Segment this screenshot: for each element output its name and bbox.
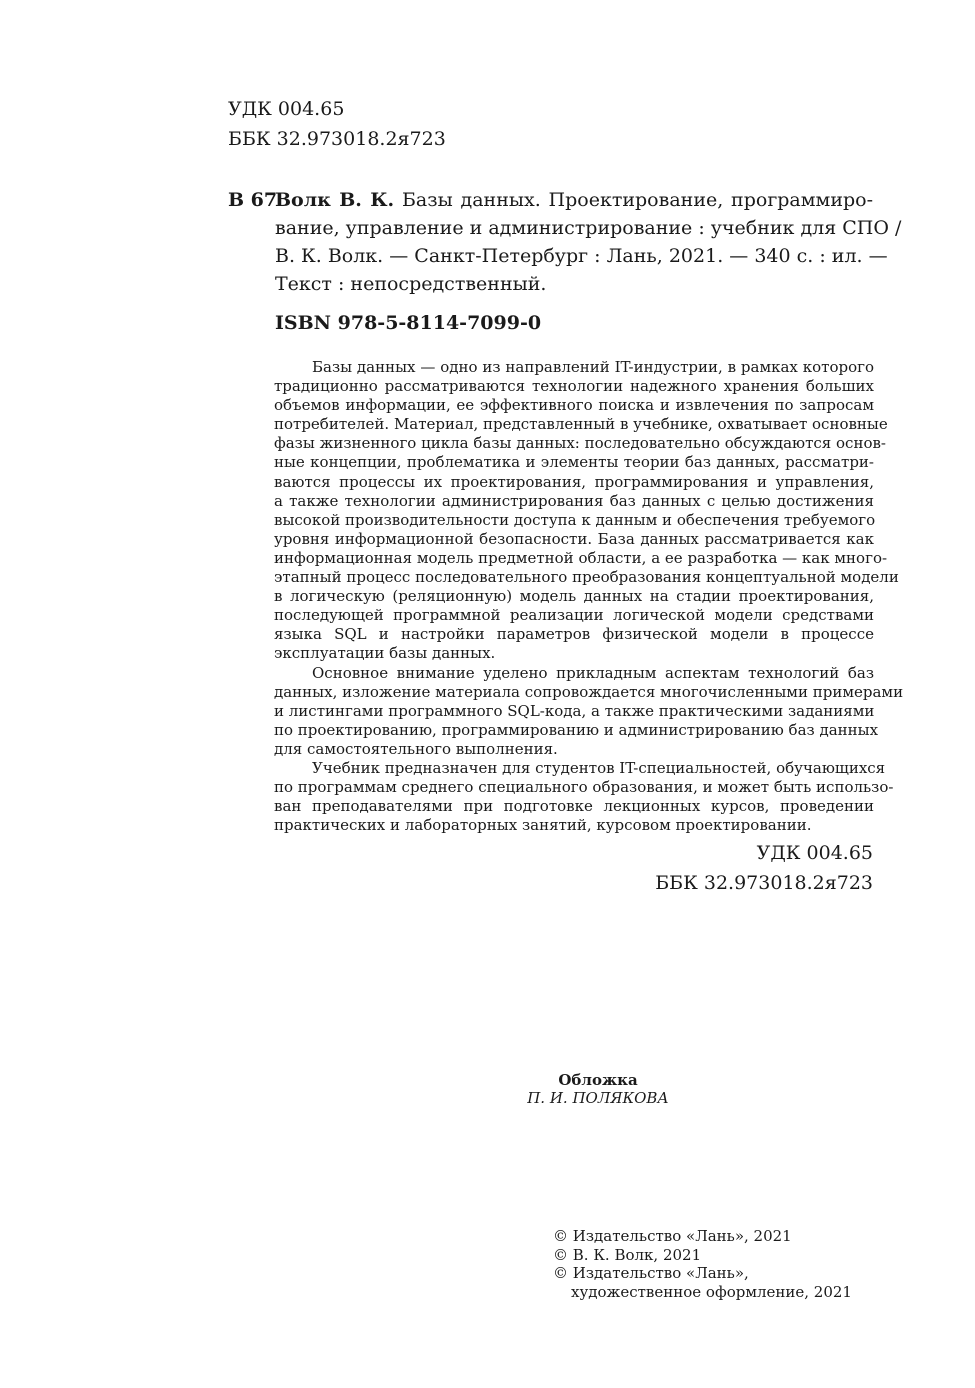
udk-code: УДК 004.65 [228, 98, 345, 120]
abstract-line: традиционно рассматриваются технологии надежного хранения больших [274, 377, 874, 396]
abstract-line: потребителей. Материал, представленный в учебнике, охватывает основные [274, 415, 888, 434]
cover-designer: П. И. ПОЛЯКОВА [527, 1089, 669, 1107]
abstract-line: Основное внимание уделено прикладным аспектам технологий баз [312, 663, 874, 682]
copyright-line: художественное оформление, 2021 [571, 1282, 852, 1301]
abstract-line: высокой производительности доступа к данным и обеспечения требуемого [274, 510, 876, 529]
author-name: Волк В. К. [275, 189, 395, 211]
abstract-line: а также технологии администрирования баз данных с целью достижения [274, 491, 874, 510]
abstract-line: и листингами программного SQL-кода, а также практическими заданиями [274, 701, 875, 720]
abstract-line: последующей программной реализации логической модели средствами [274, 606, 874, 625]
bibliographic-record [275, 186, 902, 298]
bbk-code: ББК 32.973018.2я723 [228, 128, 446, 150]
cover-credit [460, 1071, 736, 1107]
bib-line-3: В. К. Волк. — Санкт-Петербург : Лань, 2021. — 340 с. : ил. — [275, 245, 888, 267]
abstract-line: по программам среднего специального образования, и может быть использо- [274, 778, 894, 797]
catalog-code: В 67 [228, 189, 278, 211]
copyright-line: © Издательство «Лань», [553, 1264, 749, 1282]
cover-label: Обложка [558, 1071, 638, 1089]
bib-line-2: вание, управление и администрирование : учебник для СПО / [275, 217, 902, 239]
abstract [274, 358, 904, 835]
bib-line-4: Текст : непосредственный. [275, 273, 547, 295]
bib-line-1 [275, 186, 873, 214]
abstract-line: этапный процесс последовательного преобразования концептуальной модели [274, 568, 899, 587]
abstract-line: ваются процессы их проектирования, программирования и управления, [274, 472, 874, 491]
copyright-block [553, 1227, 852, 1301]
classification-bottom [655, 838, 873, 898]
abstract-line: в логическую (реляционную) модель данных на стадии проектирования, [274, 587, 874, 606]
classification-top [228, 94, 446, 154]
abstract-line: по проектированию, программированию и администрированию баз данных [274, 720, 879, 739]
title-start: Базы данных. Проектирование, программиро- [401, 189, 874, 211]
abstract-line: Базы данных — одно из направлений IT-индустрии, в рамках которого [312, 358, 874, 376]
abstract-line: объемов информации, ее эффективного поиска и извлечения по запросам [274, 396, 874, 415]
abstract-line: фазы жизненного цикла базы данных: последовательно обсуждаются основ- [274, 434, 887, 453]
copyright-line: © Издательство «Лань», 2021 [553, 1227, 792, 1245]
abstract-line: языка SQL и настройки параметров физической модели в процессе [274, 625, 874, 644]
abstract-line: информационная модель предметной области, а ее разработка — как много- [274, 548, 888, 567]
abstract-line: эксплуатации базы данных. [274, 644, 496, 663]
bbk-code: ББК 32.973018.2я723 [655, 872, 873, 894]
isbn: ISBN 978-5-8114-7099-0 [275, 312, 542, 334]
abstract-line: данных, изложение материала сопровождается многочисленными примерами [274, 682, 904, 701]
abstract-line: ван преподавателями при подготовке лекционных курсов, проведении [274, 797, 874, 816]
copyright-line: © В. К. Волк, 2021 [553, 1245, 702, 1264]
abstract-line: практических и лабораторных занятий, курсовом проектировании. [274, 816, 812, 835]
abstract-line: уровня информационной безопасности. База данных рассматривается как [274, 529, 874, 548]
abstract-line: ные концепции, проблематика и элементы теории баз данных, рассматри- [274, 453, 874, 472]
udk-code: УДК 004.65 [756, 842, 873, 864]
abstract-line: Учебник предназначен для студентов IT-специальностей, обучающихся [312, 758, 886, 777]
abstract-line: для самостоятельного выполнения. [274, 739, 558, 758]
